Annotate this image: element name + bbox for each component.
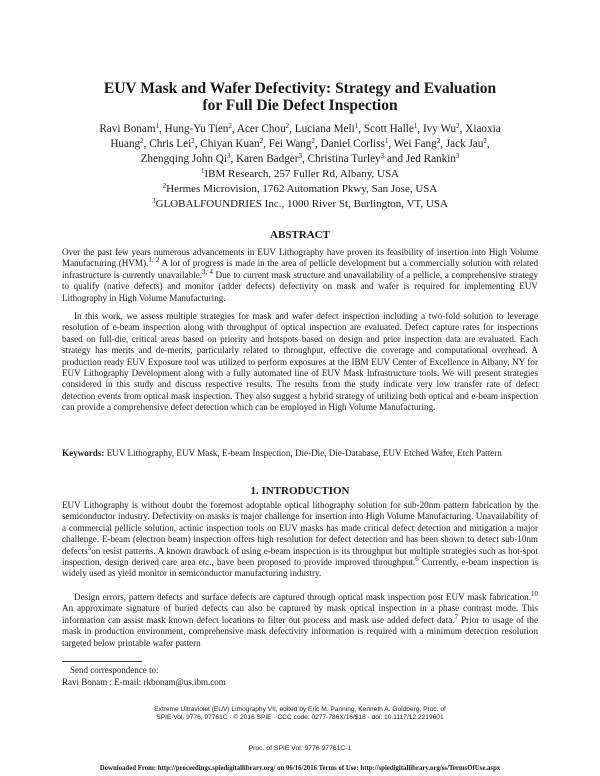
author-name: Daniel Corliss [320, 138, 385, 150]
author-separator: , [440, 138, 446, 150]
author-separator: , [263, 138, 269, 150]
author-separator: , [417, 123, 423, 135]
author-separator: , [388, 138, 394, 150]
text-run: An approximate signature of buried defects can also be captured by mask optical inspection in a phase contrast mode. This information can assist mask known defect locations to filter out process and mask use added defect data. [62, 603, 538, 625]
reference-mark: 10 [531, 590, 538, 598]
author-line-3 [70, 152, 530, 167]
text-run: Currently, e-beam inspection is widely used as yield monitor in semiconductor manufacturing industry. [62, 557, 538, 579]
paper-title-line-2: for Full Die Defect Inspection [202, 97, 398, 114]
keywords-label: Keywords: [62, 448, 105, 458]
author-separator: , [194, 138, 201, 150]
author-affiliation-mark: 2 [259, 137, 264, 145]
author-affiliation-mark: 2 [228, 122, 232, 130]
author-separator: , [459, 123, 466, 135]
author-affiliation-mark: 1 [384, 137, 389, 145]
author-name: Chiyan Kuan [200, 138, 260, 150]
author-name: Xiaoxia [465, 123, 501, 135]
affiliation-text: GLOBALFOUNDRIES Inc., 1000 River St, Burlington, VT, USA [155, 198, 448, 210]
author-separator: , [230, 153, 237, 165]
text-run: Over the past few years numerous advancements in EUV Lithography have proven its feasibility of insertion into High Volume Manufacturing (HVM). [62, 247, 538, 269]
affiliation-number: 2 [162, 182, 167, 190]
introduction-paragraph-1 [62, 500, 538, 580]
author-affiliation-mark: 2 [483, 137, 487, 145]
keywords [62, 448, 538, 459]
text-run: A lot of progress is made in the area of pellicle development but a commercially solution with related infrastructure is currently unavailable. [62, 258, 538, 280]
author-name: Acer Chou [236, 123, 286, 135]
author-name: Ravi Bonam [99, 123, 156, 135]
author-name: Zhengqing John Qi [140, 153, 227, 165]
author-affiliation-mark: 1 [413, 122, 418, 130]
introduction-heading: 1. INTRODUCTION [250, 485, 350, 497]
citation-line-1: Extreme Ultraviolet (EUV) Lithography VII, edited by Eric M. Panning, Kenneth A. Goldberg, Proc. of [154, 706, 446, 713]
author-name: Jed Rankin [405, 153, 456, 165]
author-name: Chris Lei [149, 138, 192, 150]
reference-mark: 7 [454, 612, 459, 621]
author-affiliation-mark: 2 [140, 137, 144, 145]
text-run: Prior to usage of the mask in production environment, comprehensive mask defectivity information is required with a minimum detection resolution targeted below printable wafer pattern [62, 614, 538, 648]
reference-mark: 1, 2 [148, 256, 160, 265]
footnote-correspondence: Send correspondence to: [70, 665, 159, 675]
author-name: Fei Wang [268, 138, 312, 150]
affiliation-number: 3 [152, 197, 156, 205]
author-separator: , [159, 123, 165, 135]
reference-mark: 3, 4 [202, 267, 213, 276]
author-affiliation-mark: 2 [436, 137, 441, 145]
text-run: Due to current mask structure and unavailability of a pellicle, a comprehensive strategy to qualify (native defects) and monitor (adder defects) defectivity on mask and wafer is required for implementing EUV Lithography in High Volume Manufacturing. [62, 269, 539, 303]
page-number: Proc. of SPIE Vol. 9776 97761C-1 [248, 745, 352, 752]
affiliation-1 [80, 167, 520, 182]
author-name: Ivy Wu [422, 123, 457, 135]
author-line-2 [70, 137, 530, 152]
footnote-rule [62, 661, 142, 662]
reference-mark: 5 [87, 543, 92, 552]
author-affiliation-mark: 3 [380, 152, 385, 160]
keywords-text: EUV Lithography, EUV Mask, E-beam Inspection, Die-Die, Die-Database, EUV Etched Wafer, Etch Pattern [104, 448, 502, 458]
abstract-heading: ABSTRACT [270, 229, 330, 241]
author-name: Huang [110, 138, 141, 150]
author-name: Luciana Meli [294, 123, 355, 135]
affiliation-number: 1 [200, 167, 205, 175]
affiliation-3 [80, 197, 520, 212]
author-separator: , [289, 123, 295, 135]
text-run: on resist patterns. A known drawback of using e-beam inspection is its throughput but multiple strategies such as hot-spot inspection, design derived care area etc., have been proposed to provide improved throughput. [62, 545, 538, 568]
author-affiliation-mark: 3 [298, 152, 302, 160]
citation-line-2: SPIE Vol. 9776, 97761C · © 2016 SPIE · CCC code: 0277-786X/16/$18 · doi: 10.1117/12.2219601 [156, 714, 444, 721]
author-line-1 [70, 122, 530, 137]
affiliation-text: IBM Research, 257 Fuller Rd, Albany, USA [204, 168, 400, 180]
author-separator: , [143, 138, 150, 150]
footnote-email: Ravi Bonam : E-mail: rkbonam@us.ibm.com [62, 677, 226, 687]
author-separator: , [358, 123, 364, 135]
affiliation-text: Hermes Microvision, 1762 Automation Pkwy, San Jose, USA [166, 183, 438, 195]
author-name: Hung-Yu Tien [164, 123, 229, 135]
author-affiliation-mark: 3 [455, 152, 460, 160]
author-affiliation-mark: 2 [456, 122, 460, 130]
paper-title-line-1: EUV Mask and Wafer Defectivity: Strategy and Evaluation [103, 80, 497, 97]
author-separator: , [314, 138, 321, 150]
abstract-paragraph-1 [62, 247, 538, 304]
author-name: Karen Badger [236, 153, 299, 165]
author-name: Wei Fang [393, 138, 437, 150]
text-run: EUV Lithography is without doubt the foremost adoptable optical lithography solution for sub-20nm pattern fabrication by the semiconductor industry. Defectivity on masks is major challenge for insertion into High Volume Manufacturing. Unavailability of a commercial pellicle solution, actinic inspection tools on EUV masks has made critical defect detection and mitigation a major challenge. E-beam (electron beam) inspection offers high resolution for defect detection and has been shown to detect sub-10nm defects [62, 500, 538, 556]
author-name: Christina Turley [307, 153, 381, 165]
author-name: Jack Jau [445, 138, 484, 150]
affiliation-2 [80, 182, 520, 197]
reference-mark: 6 [415, 555, 419, 564]
author-affiliation-mark: 1 [354, 122, 359, 130]
abstract-paragraph-2: In this work, we assess multiple strategies for mask and wafer defect inspection including a two-fold solution to leverage resolution of e-beam inspection along with throughput of optical inspection are evaluated. Defect capture rates for inspections based on full-die, critical areas based on priority and hotspots based on design and prior inspection data are evaluated. Each strategy has merits and de-merits, particularly related to throughput, effective die coverage and computational overhead. A production ready EUV Exposure tool was utilized to perform exposures at the IBM EUV Center of Excellence in Albany, NY for EUV Lithography Development along with a fully automated line of EUV Mask Infrastructure tools. We will present strategies considered in this study and discuss respective results. The results from the study indicate very low transfer rate of defect detection events from optical mask inspection. They also suggest a hybrid strategy of utilizing both optical and e-beam inspection can provide a comprehensive defect detection which can be employed in High Volume Manufacturing. [62, 311, 538, 413]
author-affiliation-mark: 2 [285, 122, 290, 130]
introduction-paragraph-2 [62, 592, 538, 649]
author-affiliation-mark: 2 [311, 137, 315, 145]
author-name: Scott Halle [363, 123, 414, 135]
text-run: Design errors, pattern defects and surface defects are captured through optical mask inspection post EUV mask fabrication. [74, 592, 531, 602]
author-affiliation-mark: 2 [191, 137, 195, 145]
download-notice: Downloaded From: http://proceedings.spiedigitallibrary.org/ on 06/16/2016 Terms of Use: http://spiedigitallibrary.org/ss/TermsOfUse.aspx [99, 765, 501, 772]
author-affiliation-mark: 1 [155, 122, 160, 130]
author-separator: , [231, 123, 237, 135]
author-separator: , [486, 138, 490, 150]
author-separator: , [302, 153, 308, 165]
author-affiliation-mark: 3 [226, 152, 231, 160]
author-separator: and [384, 153, 406, 165]
